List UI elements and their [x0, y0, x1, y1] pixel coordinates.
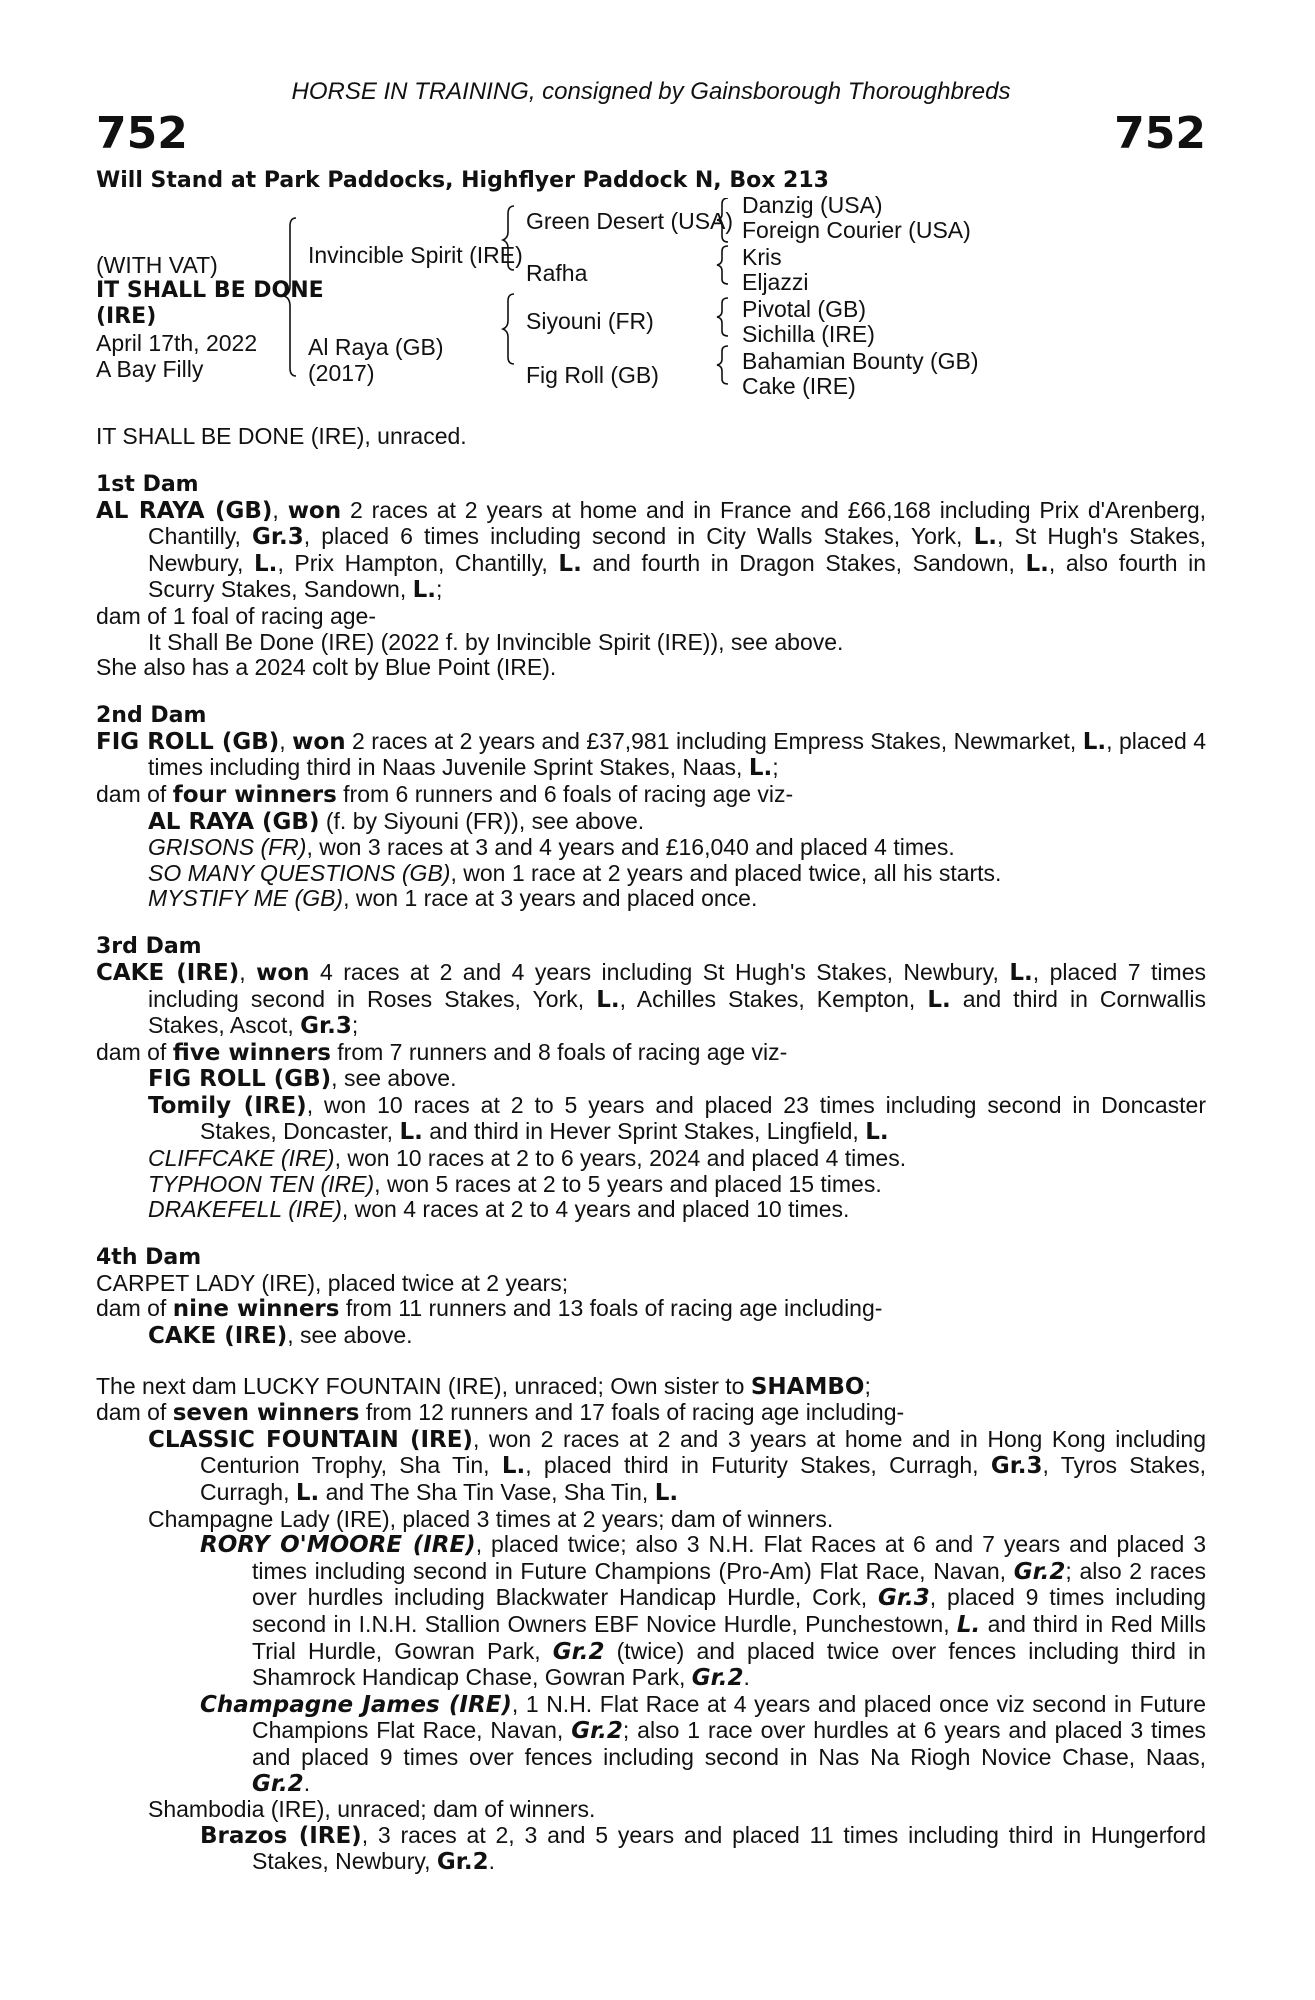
first-dam-name: AL RAYA (GB): [96, 497, 273, 524]
listed-label: L.: [654, 1480, 679, 1506]
vat-note: (WITH VAT): [96, 252, 218, 278]
record-text: from 12 runners and 17 foals of racing age including-: [359, 1399, 905, 1426]
record-text: .: [488, 1848, 495, 1875]
listed-label: L.: [501, 1453, 526, 1480]
record-text: from 6 runners and 6 foals of racing age viz-: [336, 780, 794, 807]
produce-name: CAKE (IRE): [148, 1323, 288, 1350]
second-dam-record: FIG ROLL (GB), won 2 races at 2 years and £37,981 including Empress Stakes, Newmarket, L., placed 4 times including third in Naas Juvenile Sprint Stakes, Naas, L.;: [96, 727, 1206, 782]
record-text: , see above.: [287, 1322, 413, 1349]
listed-label: L.: [295, 1480, 320, 1506]
produce-entry: [96, 1197, 1206, 1223]
fourth-dam-record: CARPET LADY (IRE), placed twice at 2 years;: [96, 1269, 569, 1296]
record-text: .: [303, 1769, 311, 1796]
produce-name: TYPHOON TEN (IRE): [148, 1170, 375, 1197]
listed-label: L.: [748, 755, 773, 782]
produce-entry: [96, 1427, 1206, 1507]
produce-entry: [96, 1066, 1206, 1093]
grade-label: Gr.3: [990, 1453, 1043, 1480]
produce-entry: [96, 861, 1206, 887]
produce-entry: Champagne Lady (IRE), placed 3 times at 2 years; dam of winners.: [148, 1505, 834, 1532]
great-grandsire-2: Kris: [742, 244, 782, 270]
record-text: , also fourth in Scurry Stakes, Sandown,: [148, 549, 1206, 603]
listed-label: L.: [1009, 959, 1033, 986]
horse-name: IT SHALL BE DONE: [96, 278, 324, 303]
grade-label: Gr.2: [571, 1718, 623, 1745]
lot-number-row: [96, 106, 1206, 158]
record-text: 4 races at 2 and 4 years including St Hugh's Stakes, Newbury,: [309, 958, 1010, 985]
produce-entry: Shambodia (IRE), unraced; dam of winners.: [148, 1796, 596, 1823]
record-text: , won 10 races at 2 to 5 years and placed 23 times including second in Doncaster Stakes, Doncaster,: [200, 1091, 1207, 1145]
first-dam-record: AL RAYA (GB), won 2 races at 2 years at home and in France and £66,168 including Prix d'Arenberg, Chantilly, Gr.3, placed 6 times including second in City Walls Stakes, York, L., St Hugh's Stakes, Newbury, L., Prix Hampton, Chantilly, L. and fourth in Dragon Stakes, Sandown, L., also fourth in Scurry Stakes, Sandown, L.;: [96, 496, 1207, 604]
record-text: , placed twice; also 3 N.H. Flat Races at 6 and 7 years and placed 3 times including second in Future Champions (Pro-Am) Flat Race, Navan,: [252, 1531, 1206, 1584]
sire: Invincible Spirit (IRE): [308, 242, 523, 268]
record-text: (f. by Siyouni (FR)), see above.: [319, 807, 645, 834]
record-text: , placed 9 times including second in I.N.H. Stallion Owners EBF Novice Hurdle, Punchestown,: [252, 1584, 1206, 1637]
record-text: , won 5 races at 2 to 5 years and placed 15 times.: [374, 1170, 882, 1197]
record-text: , won 1 race at 3 years and placed once.: [343, 885, 758, 912]
produce-entry: [96, 1692, 1206, 1797]
produce-entry: [96, 886, 1206, 912]
third-dam-produce-summary: [96, 1040, 1206, 1067]
produce-entry: [96, 809, 1206, 836]
record-text: and third in Red Mills Trial Hurdle, Gowran Park,: [252, 1610, 1206, 1664]
third-dam-record: CAKE (IRE), won 4 races at 2 and 4 years including St Hugh's Stakes, Newbury, L., placed 7 times including second in Roses Stakes, York, L., Achilles Stakes, Kempton, L. and third in Cornwallis Stakes, Ascot, Gr.3;: [96, 958, 1207, 1040]
produce-entry: [96, 1093, 1206, 1146]
grade-label: Gr.3: [300, 1013, 352, 1040]
next-dam-produce-summary: [96, 1400, 1206, 1427]
winners-count: nine winners: [172, 1296, 340, 1323]
next-dam-intro: [96, 1374, 1206, 1401]
produce-name: FIG ROLL (GB): [148, 1066, 332, 1093]
dam-sire: Siyouni (FR): [526, 308, 654, 334]
produce-name: SO MANY QUESTIONS (GB): [148, 859, 451, 886]
won-label: won: [292, 728, 346, 755]
record-text: ;: [772, 754, 779, 781]
dam: Al Raya (GB): [308, 334, 444, 360]
produce-name: RORY O'MOORE (IRE): [200, 1532, 476, 1559]
sire-dam: Rafha: [526, 260, 588, 286]
record-text: ;: [351, 1012, 359, 1039]
listed-label: L.: [254, 550, 278, 577]
pedigree-chart: [96, 192, 1206, 438]
record-text: , see above.: [331, 1065, 457, 1092]
listed-label: L.: [1025, 550, 1049, 577]
sire-sire: Green Desert (USA): [526, 208, 734, 234]
grade-label: Gr.3: [252, 524, 304, 551]
record-text: dam of: [96, 780, 173, 807]
listed-label: L.: [412, 577, 437, 604]
grade-label: Gr.2: [1013, 1558, 1066, 1585]
record-text: and fourth in Dragon Stakes, Sandown,: [581, 549, 1026, 576]
record-text: , won 4 races at 2 to 4 years and placed 10 times.: [341, 1196, 850, 1223]
great-grandsire-3: Pivotal (GB): [742, 296, 866, 322]
great-granddam-2: Eljazzi: [742, 269, 809, 295]
third-dam-heading: 3rd Dam: [96, 933, 202, 959]
record-text: 2 races at 2 years at home and in France and £66,168 including Prix d'Arenberg, Chantilly,: [148, 496, 1207, 550]
second-dam-heading: 2nd Dam: [96, 702, 207, 728]
grade-label: Gr.3: [878, 1585, 930, 1612]
listed-label: L.: [927, 986, 951, 1013]
record-text: , won 10 races at 2 to 6 years, 2024 and placed 4 times.: [334, 1145, 907, 1172]
winners-count: five winners: [172, 1039, 331, 1066]
produce-name: DRAKEFELL (IRE): [148, 1196, 342, 1223]
produce-name: CLIFFCAKE (IRE): [148, 1145, 335, 1172]
listed-label: L.: [399, 1119, 423, 1146]
record-text: The next dam LUCKY FOUNTAIN (IRE), unraced; Own sister to: [96, 1372, 751, 1399]
lot-number-right: 752: [1114, 108, 1206, 159]
record-text: , 3 races at 2, 3 and 5 years and placed 11 times including third in Hungerford Stakes, Newbury,: [252, 1821, 1206, 1875]
record-text: , Tyros Stakes, Curragh,: [200, 1452, 1206, 1505]
winners-count: four winners: [172, 781, 337, 808]
record-text: , St Hugh's Stakes, Newbury,: [148, 523, 1207, 576]
spacer: [96, 1350, 1206, 1374]
foaling-date: April 17th, 2022: [96, 330, 258, 356]
listed-label: L.: [956, 1611, 981, 1638]
listed-label: L.: [973, 524, 997, 551]
record-text: dam of: [96, 1038, 173, 1065]
record-text: , 1 N.H. Flat Race at 4 years and placed once viz second in Future Champions Flat Race, Navan,: [252, 1690, 1206, 1744]
record-text: and The Sha Tin Vase, Sha Tin,: [319, 1479, 655, 1505]
unraced-note: IT SHALL BE DONE (IRE), unraced.: [96, 423, 467, 449]
stand-location: Will Stand at Park Paddocks, Highflyer Paddock N, Box 213: [96, 168, 829, 193]
record-text: from 11 runners and 13 foals of racing age including-: [339, 1295, 883, 1322]
record-text: , placed third in Futurity Stakes, Curragh,: [525, 1452, 991, 1479]
produce-name: Champagne James (IRE): [200, 1691, 512, 1718]
first-dam-heading: 1st Dam: [96, 471, 199, 497]
record-text: and third in Cornwallis Stakes, Ascot,: [148, 985, 1207, 1039]
consignment-line: HORSE IN TRAINING, consigned by Gainsborough Thoroughbreds: [291, 78, 1011, 105]
record-text: 2 races at 2 years and £37,981 including Empress Stakes, Newmarket,: [345, 727, 1083, 754]
great-granddam-3: Sichilla (IRE): [742, 321, 875, 347]
won-label: won: [256, 959, 310, 986]
record-text: dam of: [96, 1295, 173, 1322]
great-grandsire-1: Danzig (USA): [742, 192, 883, 218]
produce-entry: [96, 1323, 1206, 1350]
sibling-name: SHAMBO: [750, 1373, 865, 1400]
horse-description: A Bay Filly: [96, 356, 204, 382]
produce-name: Tomily (IRE): [148, 1092, 307, 1119]
produce-name: CLASSIC FOUNTAIN (IRE): [148, 1426, 473, 1453]
record-text: .: [743, 1664, 750, 1691]
produce-entry: [96, 1823, 1206, 1876]
catalogue-page: [96, 78, 1206, 1876]
record-text: , placed 4 times including third in Naas Juvenile Sprint Stakes, Naas,: [148, 727, 1206, 781]
fourth-dam-heading: 4th Dam: [96, 1244, 202, 1270]
listed-label: L.: [865, 1119, 889, 1146]
record-text: , won 3 races at 3 and 4 years and £16,040 and placed 4 times.: [306, 834, 955, 861]
listed-label: L.: [558, 550, 582, 577]
record-text: , Achilles Stakes, Kempton,: [619, 985, 928, 1012]
second-dam-name: FIG ROLL (GB): [96, 728, 280, 755]
record-text: ; also 2 races over hurdles including Blackwater Handicap Hurdle, Cork,: [252, 1557, 1206, 1611]
dam-year: (2017): [308, 360, 375, 386]
winners-count: seven winners: [172, 1400, 360, 1427]
produce-entry: [96, 835, 1206, 861]
produce-name: AL RAYA (GB): [148, 808, 320, 835]
listed-label: L.: [1082, 728, 1107, 755]
won-label: won: [287, 497, 342, 524]
produce-entry: [96, 1172, 1206, 1198]
record-text: , placed 6 times including second in City Walls Stakes, York,: [303, 523, 974, 550]
record-text: ; also 1 race over hurdles at 6 years and placed 3 times and placed 9 times over fences including second in Nas Na Riogh Novice Chase, Naas,: [252, 1717, 1206, 1770]
lot-number-left: 752: [96, 108, 188, 159]
produce-name: GRISONS (FR): [148, 834, 307, 861]
horse-name-country: (IRE): [96, 304, 157, 329]
produce-entry: [96, 1146, 1206, 1172]
produce-name: MYSTIFY ME (GB): [148, 885, 344, 912]
produce-name: Brazos (IRE): [200, 1822, 362, 1849]
record-text: ;: [864, 1372, 871, 1399]
second-dam-produce-summary: [96, 782, 1206, 809]
produce-entry: [96, 1532, 1206, 1692]
fourth-dam-produce-summary: [96, 1296, 1206, 1323]
record-text: , won 2 races at 2 and 3 years at home and in Hong Kong including Centurion Trophy, Sha Tin,: [200, 1425, 1206, 1479]
catalogue-body: [96, 424, 1206, 1876]
great-granddam-4: Cake (IRE): [742, 373, 856, 399]
record-text: , Prix Hampton, Chantilly,: [277, 549, 559, 576]
record-text: ;: [436, 576, 443, 603]
record-text: (twice) and placed twice over fences including third in Shamrock Handicap Chase, Gowran Park,: [252, 1637, 1206, 1691]
dam-dam: Fig Roll (GB): [526, 362, 659, 388]
grade-label: Gr.2: [436, 1849, 489, 1876]
third-dam-name: CAKE (IRE): [96, 959, 240, 986]
record-text: and third in Hever Sprint Stakes, Lingfield,: [422, 1118, 866, 1145]
record-text: dam of: [96, 1399, 173, 1426]
listed-label: L.: [596, 986, 620, 1013]
grade-label: Gr.2: [552, 1638, 605, 1665]
first-dam-foal-entry: It Shall Be Done (IRE) (2022 f. by Invincible Spirit (IRE)), see above.: [148, 628, 844, 655]
record-text: , won 1 race at 2 years and placed twice, all his starts.: [450, 859, 1002, 886]
record-text: from 7 runners and 8 foals of racing age viz-: [330, 1038, 788, 1065]
grade-label: Gr.2: [691, 1665, 744, 1692]
first-dam-also: She also has a 2024 colt by Blue Point (IRE).: [96, 654, 557, 681]
record-text: , placed 7 times including second in Roses Stakes, York,: [148, 958, 1206, 1012]
grade-label: Gr.2: [252, 1770, 304, 1797]
first-dam-foals: dam of 1 foal of racing age-: [96, 602, 376, 629]
great-grandsire-4: Bahamian Bounty (GB): [742, 348, 979, 374]
great-granddam-1: Foreign Courier (USA): [742, 217, 971, 243]
